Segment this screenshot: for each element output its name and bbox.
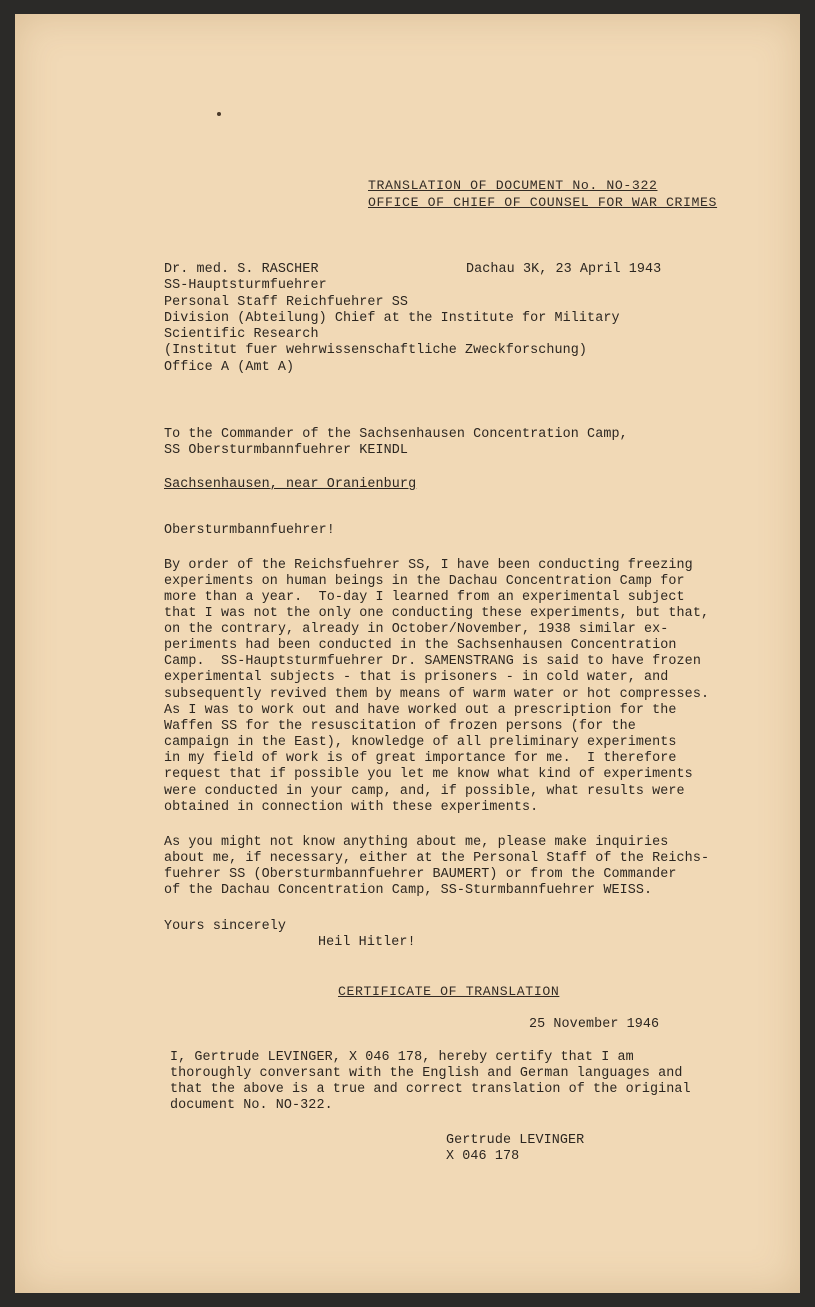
body-line: experimental subjects - that is prisoners - in cold water, and — [164, 670, 669, 685]
sender-line: Scientific Research — [164, 327, 319, 342]
body-line: in my field of work is of great importance for me. I therefore — [164, 751, 677, 766]
sender-line: Personal Staff Reichfuehrer SS — [164, 295, 409, 310]
recipient-line: SS Obersturmbannfuehrer KEINDL — [164, 443, 409, 458]
certificate-line: that the above is a true and correct translation of the original — [170, 1082, 691, 1097]
body-line: more than a year. To-day I learned from an experimental subject — [164, 590, 685, 605]
paper-speck — [217, 112, 221, 116]
closing-line: Yours sincerely — [164, 919, 287, 934]
body-line: fuehrer SS (Obersturmbannfuehrer BAUMERT) or from the Commander — [164, 867, 677, 882]
recipient-location: Sachsenhausen, near Oranienburg — [164, 477, 417, 492]
body-line: obtained in connection with these experiments. — [164, 800, 539, 815]
sender-line: Division (Abteilung) Chief at the Institute for Military — [164, 311, 620, 326]
signer-name: Gertrude LEVINGER — [446, 1133, 585, 1148]
closing-line: Heil Hitler! — [318, 935, 416, 950]
body-line: periments had been conducted in the Sachsenhausen Concentration — [164, 638, 677, 653]
certificate-date: 25 November 1946 — [529, 1017, 660, 1032]
certificate-line: document No. NO-322. — [170, 1098, 333, 1113]
body-line: of the Dachau Concentration Camp, SS-Sturmbannfuehrer WEISS. — [164, 883, 653, 898]
certificate-title: CERTIFICATE OF TRANSLATION — [338, 984, 560, 999]
body-line: experiments on human beings in the Dachau Concentration Camp for — [164, 574, 685, 589]
body-line: As you might not know anything about me, please make inquiries — [164, 835, 669, 850]
body-line: request that if possible you let me know what kind of experiments — [164, 767, 693, 782]
body-line: subsequently revived them by means of warm water or hot compresses. — [164, 687, 710, 702]
recipient-line: To the Commander of the Sachsenhausen Concentration Camp, — [164, 427, 628, 442]
salutation: Obersturmbannfuehrer! — [164, 523, 335, 538]
body-line: By order of the Reichsfuehrer SS, I have been conducting freezing — [164, 558, 693, 573]
sender-line: Dr. med. S. RASCHER — [164, 262, 319, 277]
body-line: Camp. SS-Hauptsturmfuehrer Dr. SAMENSTRANG is said to have frozen — [164, 654, 701, 669]
office-title: OFFICE OF CHIEF OF COUNSEL FOR WAR CRIMES — [368, 195, 718, 210]
sender-line: (Institut fuer wehrwissenschaftliche Zweckforschung) — [164, 343, 588, 358]
body-line: As I was to work out and have worked out a prescription for the — [164, 703, 677, 718]
body-line: Waffen SS for the resuscitation of frozen persons (for the — [164, 719, 636, 734]
place-date: Dachau 3K, 23 April 1943 — [466, 262, 662, 277]
body-line: about me, if necessary, either at the Personal Staff of the Reichs- — [164, 851, 710, 866]
document-title: TRANSLATION OF DOCUMENT No. NO-322 — [368, 178, 658, 193]
signer-id: X 046 178 — [446, 1149, 520, 1164]
sender-line: Office A (Amt A) — [164, 360, 295, 375]
certificate-line: thoroughly conversant with the English and German languages and — [170, 1066, 683, 1081]
body-line: that I was not the only one conducting these experiments, but that, — [164, 606, 710, 621]
body-line: were conducted in your camp, and, if possible, what results were — [164, 784, 685, 799]
body-line: campaign in the East), knowledge of all preliminary experiments — [164, 735, 677, 750]
body-line: on the contrary, already in October/November, 1938 similar ex- — [164, 622, 669, 637]
sender-line: SS-Hauptsturmfuehrer — [164, 278, 327, 293]
certificate-line: I, Gertrude LEVINGER, X 046 178, hereby certify that I am — [170, 1050, 634, 1065]
